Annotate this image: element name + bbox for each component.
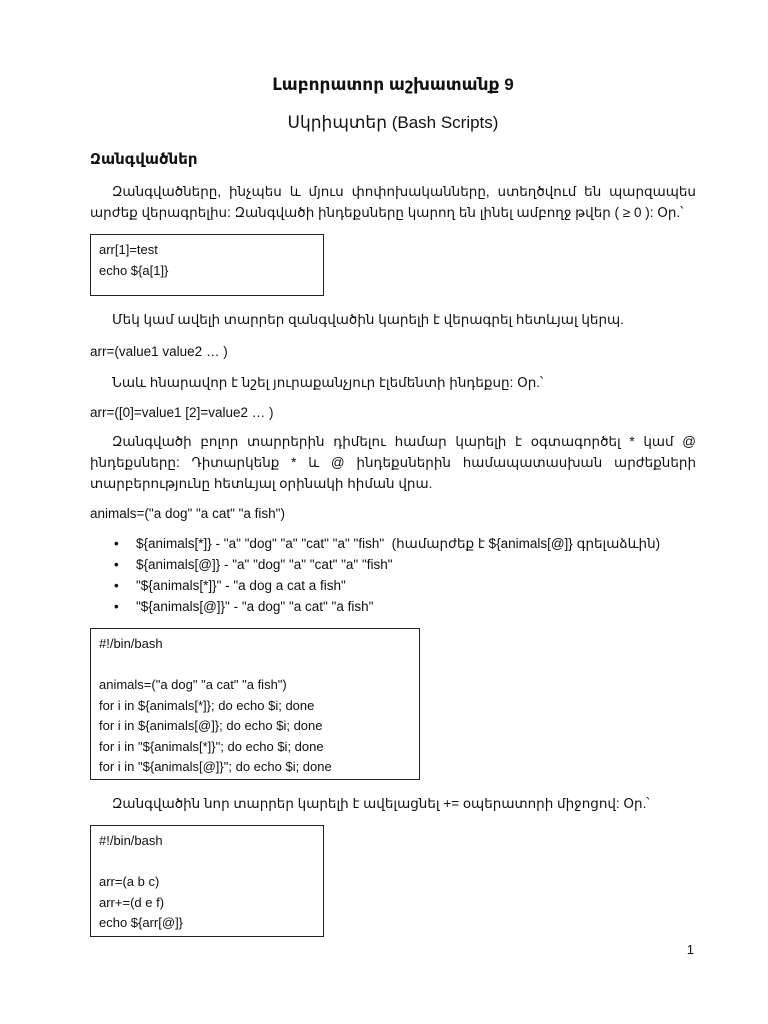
- code-box-3: [90, 825, 324, 937]
- code-inline-arr: arr=(value1 value2 … ): [90, 344, 228, 359]
- code-line: echo ${arr[@]}: [99, 915, 184, 930]
- code-line: [99, 852, 315, 873]
- code-line: for i in ${animals[*]}; do echo $i; done: [99, 697, 315, 713]
- paragraph-assign: Մեկ կամ ավելի տարրեր զանգվածին կարելի է վերագրել հետևյալ կերպ.: [112, 312, 624, 327]
- code-line: animals=("a dog" "a cat" "a fish"): [99, 677, 287, 692]
- code-inline-arr-index: arr=([0]=value1 [2]=value2 … ): [90, 405, 274, 420]
- paragraph-append: Զանգվածին նոր տարրեր կարելի է ավելացնել += օպերատորի միջոցով: Օր.՝: [112, 796, 650, 811]
- section-heading: Զանգվածներ: [90, 151, 198, 168]
- paragraph-intro: Զանգվածները, ինչպես և մյուս փոփոխականները, ստեղծվում են պարզապես արժեք վերագրելիս: Զանգվածի ինդեքսները կարող են լինել ամբողջ թվեր ( ≥ 0 ): Օր.՝: [90, 184, 696, 220]
- bullet-icon: •: [114, 578, 119, 593]
- code-line: for i in ${animals[@]}; do echo $i; done: [99, 718, 323, 733]
- list-item: • ${animals[*]} - "a" "dog" "a" "cat" "a" "fish" (համարժեք է ${animals[@]} գրելաձևին): [90, 533, 696, 554]
- bullet-icon: •: [114, 599, 119, 614]
- code-line: echo ${a[1]}: [99, 262, 169, 278]
- code-box-1: [90, 234, 324, 296]
- code-line: [99, 655, 411, 676]
- code-line: arr+=(d e f): [99, 894, 165, 910]
- code-line: arr[1]=test: [99, 242, 158, 257]
- bullet-icon: •: [114, 557, 119, 572]
- page-number: 1: [686, 942, 694, 957]
- bullet-icon: •: [114, 536, 119, 551]
- code-line: #!/bin/bash: [99, 833, 163, 848]
- code-line: #!/bin/bash: [99, 636, 163, 651]
- list-item: • "${animals[*]}" - "a dog a cat a fish": [90, 575, 696, 596]
- paragraph-index: Նաև հնարավոր է նշել յուրաքանչյուր էլեմենտի ինդեքսը: Օր.՝: [112, 375, 544, 390]
- code-line: for i in "${animals[*]}"; do echo $i; done: [99, 738, 324, 754]
- bullet-list: [90, 533, 696, 617]
- code-box-2: [90, 628, 420, 780]
- code-inline-animals: animals=("a dog" "a cat" "a fish"): [90, 506, 285, 521]
- document-title: Լաբորատոր աշխատանք 9: [272, 75, 514, 94]
- paragraph-access: Զանգվածի բոլոր տարրերին դիմելու համար կարելի է օգտագործել * կամ @ ինդեքսները: Դիտարկենք * և @ ինդեքսներին համապատասխան արժեքների տարբերությունը հետևյալ օրինակի հիման վրա.: [90, 434, 696, 491]
- code-line: arr=(a b c): [99, 874, 160, 889]
- code-line: for i in "${animals[@]}"; do echo $i; done: [99, 759, 332, 774]
- list-item: • ${animals[@]} - "a" "dog" "a" "cat" "a" "fish": [90, 554, 696, 575]
- document-subtitle: Սկրիպտեր (Bash Scripts): [287, 113, 499, 132]
- list-item: • "${animals[@]}" - "a dog" "a cat" "a fish": [90, 596, 696, 617]
